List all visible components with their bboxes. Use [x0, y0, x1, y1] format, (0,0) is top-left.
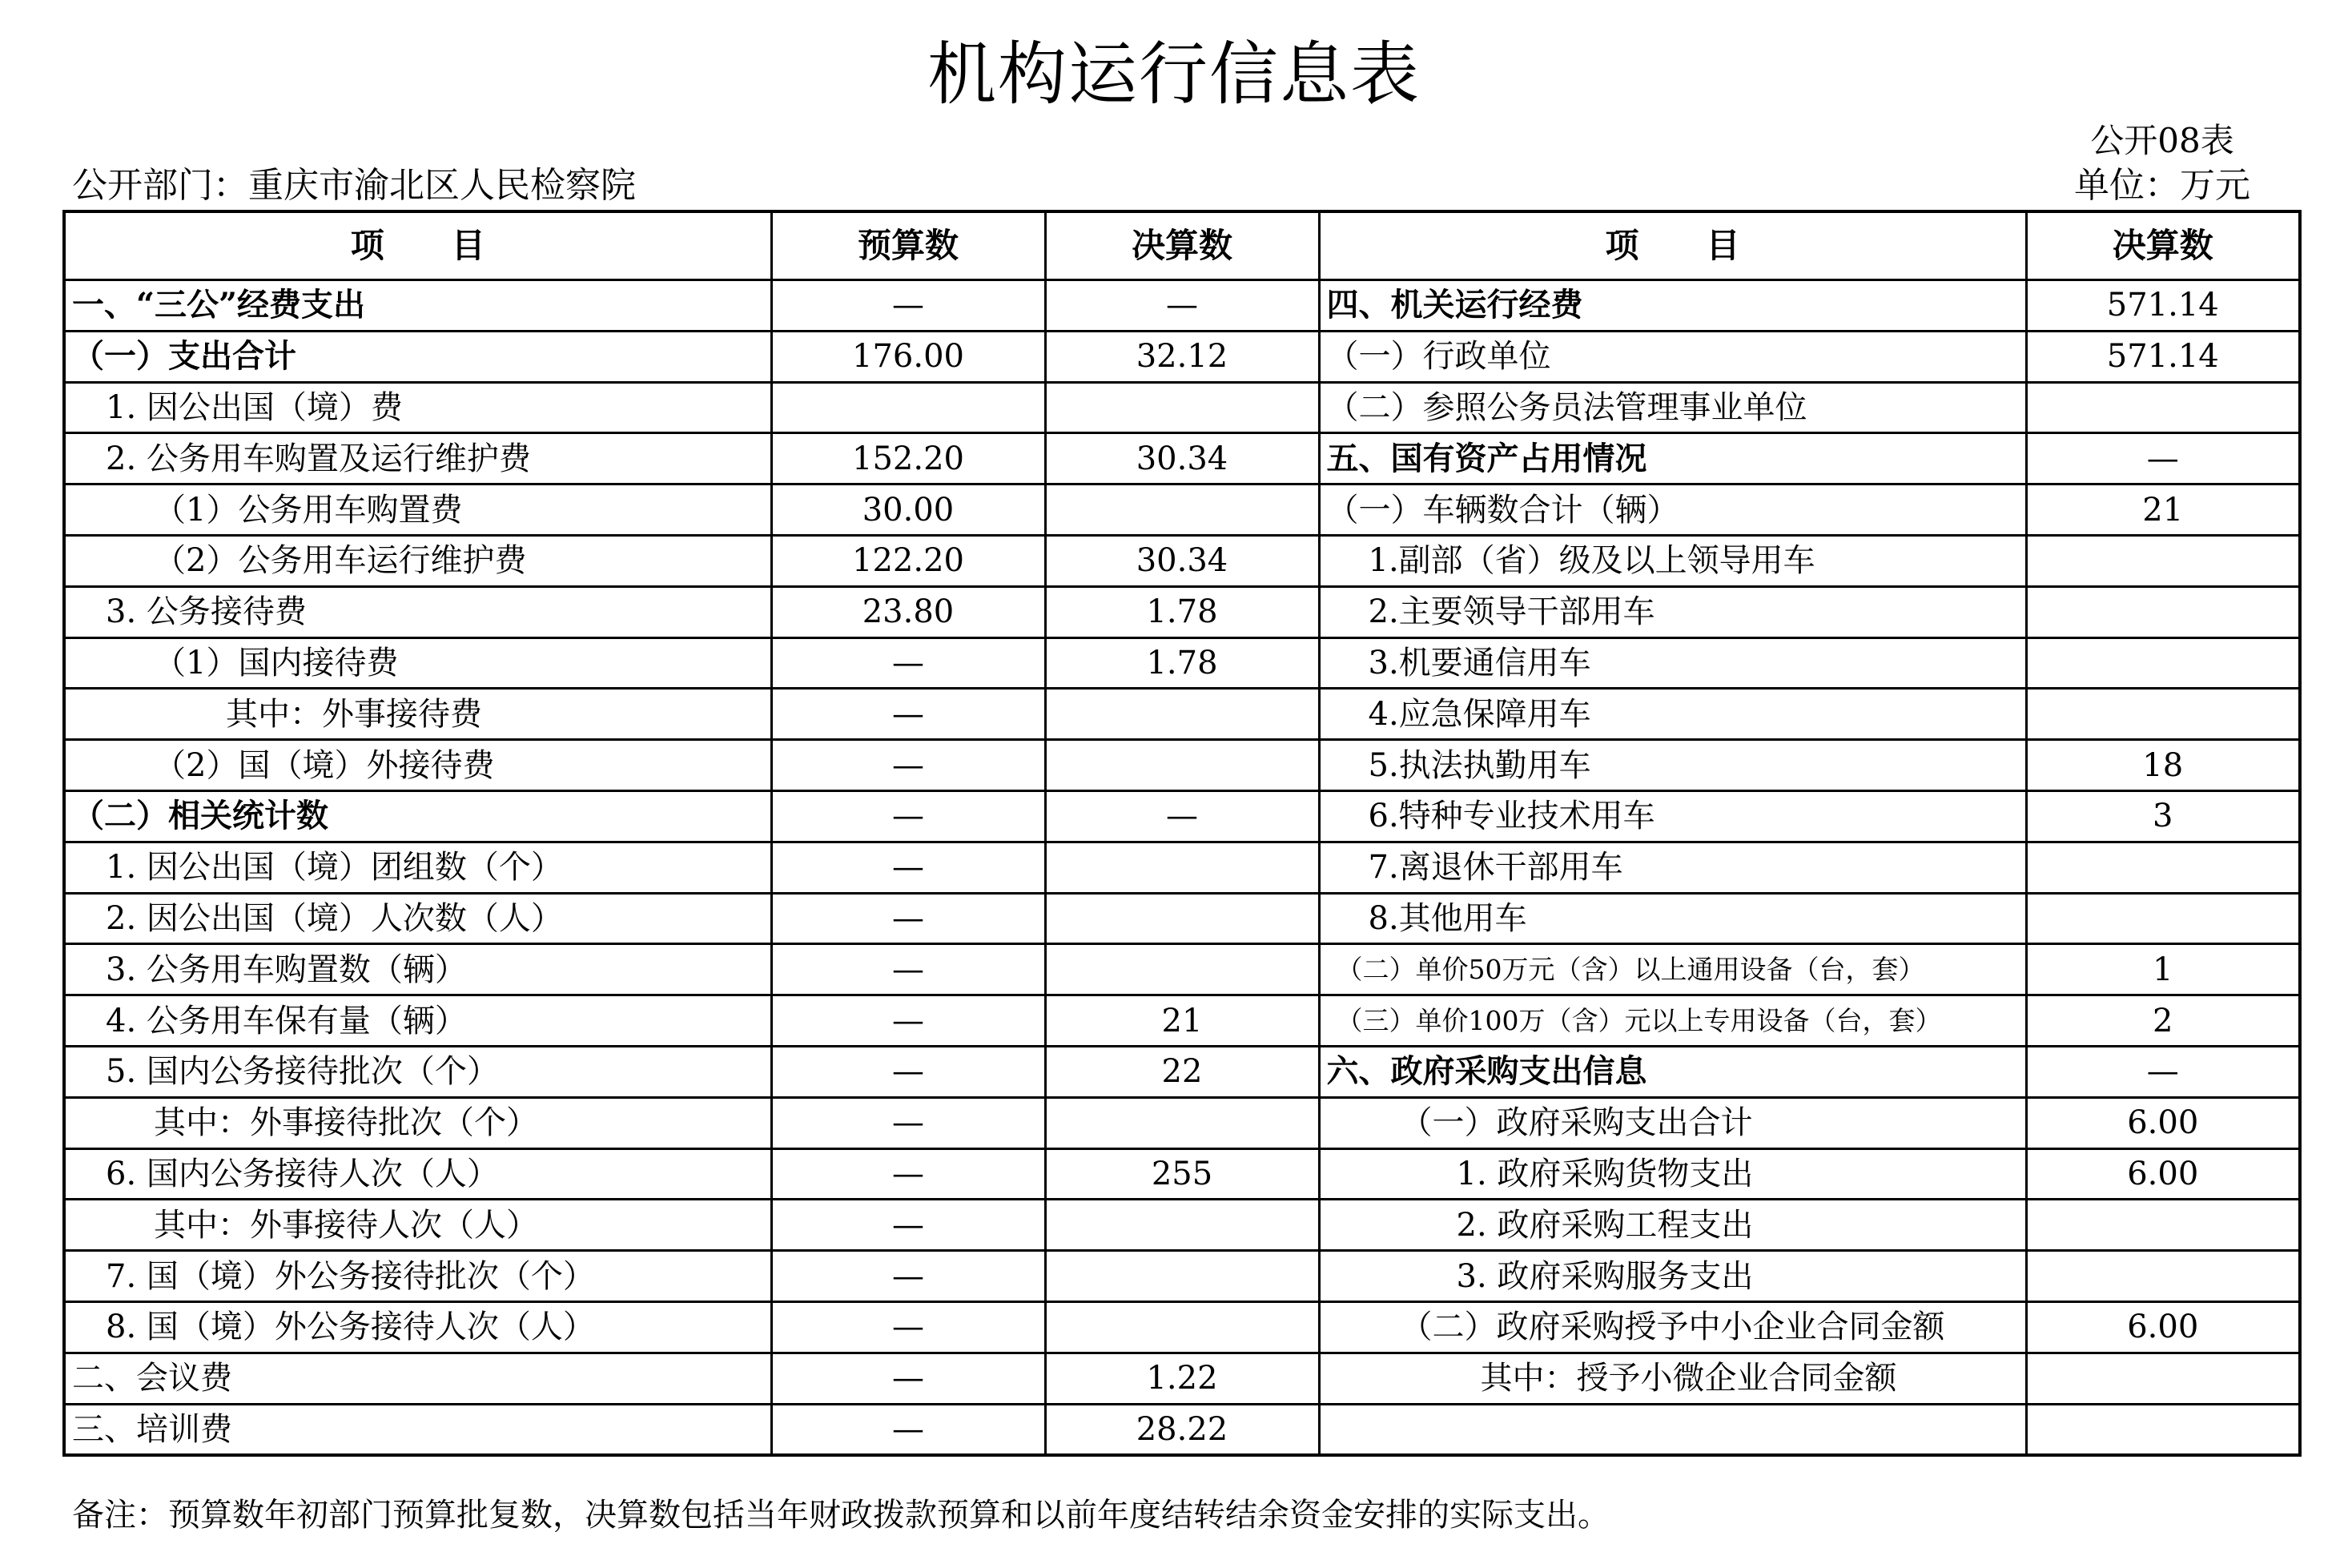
right-item: 四、机关运行经费: [1319, 280, 2026, 332]
budget-value: —: [771, 740, 1045, 791]
right-value: 6.00: [2026, 1148, 2300, 1200]
left-item: 其中：外事接待费: [64, 689, 771, 740]
right-value: 3: [2026, 790, 2300, 842]
right-value: [2026, 1404, 2300, 1455]
right-item: 8.其他用车: [1319, 893, 2026, 944]
header-final-left: 决算数: [1045, 211, 1319, 280]
table-row: [64, 740, 2300, 791]
right-value: —: [2026, 1046, 2300, 1097]
right-item: （一）行政单位: [1319, 331, 2026, 382]
table-row: [64, 944, 2300, 995]
right-item: （一）车辆数合计（辆）: [1319, 484, 2026, 536]
right-item: （一）政府采购支出合计: [1319, 1097, 2026, 1148]
left-item: 2. 因公出国（境）人次数（人）: [64, 893, 771, 944]
left-item: 二、会议费: [64, 1353, 771, 1404]
table-row: [64, 1046, 2300, 1097]
table-row: [64, 331, 2300, 382]
budget-value: 122.20: [771, 535, 1045, 586]
right-value: 21: [2026, 484, 2300, 536]
table-row: [64, 893, 2300, 944]
budget-value: —: [771, 790, 1045, 842]
budget-value: 23.80: [771, 586, 1045, 637]
left-item: 三、培训费: [64, 1404, 771, 1455]
right-value: [2026, 1200, 2300, 1251]
final-value: —: [1045, 280, 1319, 332]
right-value: 6.00: [2026, 1301, 2300, 1353]
right-item: （二）政府采购授予中小企业合同金额: [1319, 1301, 2026, 1353]
table-row: [64, 280, 2300, 332]
header-item-right: 项 目: [1319, 211, 2026, 280]
left-item: 6. 国内公务接待人次（人）: [64, 1148, 771, 1200]
right-item: 7.离退休干部用车: [1319, 842, 2026, 893]
final-value: [1045, 484, 1319, 536]
right-value: [2026, 893, 2300, 944]
budget-value: —: [771, 1404, 1045, 1455]
info-table: [62, 210, 2302, 1457]
table-row: [64, 1404, 2300, 1455]
final-value: 1.22: [1045, 1353, 1319, 1404]
final-value: 28.22: [1045, 1404, 1319, 1455]
left-item: （一）支出合计: [64, 331, 771, 382]
table-row: [64, 790, 2300, 842]
final-value: 1.78: [1045, 637, 1319, 689]
table-row: [64, 637, 2300, 689]
table-row: [64, 995, 2300, 1047]
left-item: 3. 公务用车购置数（辆）: [64, 944, 771, 995]
right-value: 1: [2026, 944, 2300, 995]
final-value: [1045, 944, 1319, 995]
final-value: —: [1045, 790, 1319, 842]
right-value: 2: [2026, 995, 2300, 1047]
budget-value: —: [771, 1251, 1045, 1302]
right-value: [2026, 689, 2300, 740]
final-value: [1045, 893, 1319, 944]
budget-value: —: [771, 1353, 1045, 1404]
budget-value: —: [771, 995, 1045, 1047]
budget-value: —: [771, 1148, 1045, 1200]
budget-value: —: [771, 944, 1045, 995]
right-item: 2.主要领导干部用车: [1319, 586, 2026, 637]
right-item: 4.应急保障用车: [1319, 689, 2026, 740]
header-final-right: 决算数: [2026, 211, 2300, 280]
left-item: 其中：外事接待人次（人）: [64, 1200, 771, 1251]
unit-label: 单位：万元: [2074, 165, 2250, 206]
left-item: 其中：外事接待批次（个）: [64, 1097, 771, 1148]
left-item: （2）国（境）外接待费: [64, 740, 771, 791]
right-item: 3. 政府采购服务支出: [1319, 1251, 2026, 1302]
right-item: （二）参照公务员法管理事业单位: [1319, 382, 2026, 433]
right-value: [2026, 637, 2300, 689]
table-row: [64, 433, 2300, 484]
right-item: 3.机要通信用车: [1319, 637, 2026, 689]
budget-value: 30.00: [771, 484, 1045, 536]
final-value: 22: [1045, 1046, 1319, 1097]
table-row: [64, 1200, 2300, 1251]
page-title: 机构运行信息表: [927, 34, 1421, 115]
final-value: [1045, 842, 1319, 893]
right-value: [2026, 842, 2300, 893]
final-value: [1045, 740, 1319, 791]
left-item: 2. 公务用车购置及运行维护费: [64, 433, 771, 484]
table-row: [64, 842, 2300, 893]
right-item: [1319, 1404, 2026, 1455]
right-value: 571.14: [2026, 331, 2300, 382]
right-item: 5.执法执勤用车: [1319, 740, 2026, 791]
final-value: 30.34: [1045, 433, 1319, 484]
right-value: [2026, 586, 2300, 637]
final-value: 1.78: [1045, 586, 1319, 637]
table-row: [64, 689, 2300, 740]
right-item: 1. 政府采购货物支出: [1319, 1148, 2026, 1200]
budget-value: —: [771, 1046, 1045, 1097]
table-row: [64, 586, 2300, 637]
right-item: 1.副部（省）级及以上领导用车: [1319, 535, 2026, 586]
budget-value: [771, 382, 1045, 433]
right-value: [2026, 382, 2300, 433]
right-value: [2026, 1251, 2300, 1302]
right-item: 其中：授予小微企业合同金额: [1319, 1353, 2026, 1404]
final-value: 32.12: [1045, 331, 1319, 382]
budget-value: —: [771, 280, 1045, 332]
budget-value: —: [771, 842, 1045, 893]
right-item: （三）单价100万（含）元以上专用设备（台，套）: [1319, 995, 2026, 1047]
budget-value: —: [771, 637, 1045, 689]
final-value: [1045, 1200, 1319, 1251]
budget-value: —: [771, 893, 1045, 944]
right-value: 18: [2026, 740, 2300, 791]
header-item-left: 项 目: [64, 211, 771, 280]
table-row: [64, 1353, 2300, 1404]
right-item: 6.特种专业技术用车: [1319, 790, 2026, 842]
left-item: 1. 因公出国（境）费: [64, 382, 771, 433]
table-row: [64, 484, 2300, 536]
header-row: [64, 211, 2300, 280]
budget-value: 152.20: [771, 433, 1045, 484]
budget-value: —: [771, 689, 1045, 740]
right-value: [2026, 1353, 2300, 1404]
budget-value: —: [771, 1301, 1045, 1353]
budget-value: 176.00: [771, 331, 1045, 382]
right-item: （二）单价50万元（含）以上通用设备（台，套）: [1319, 944, 2026, 995]
right-value: 6.00: [2026, 1097, 2300, 1148]
table-row: [64, 535, 2300, 586]
left-item: 4. 公务用车保有量（辆）: [64, 995, 771, 1047]
final-value: 30.34: [1045, 535, 1319, 586]
table-row: [64, 1097, 2300, 1148]
budget-value: —: [771, 1200, 1045, 1251]
header-budget: 预算数: [771, 211, 1045, 280]
final-value: [1045, 1301, 1319, 1353]
left-item: 8. 国（境）外公务接待人次（人）: [64, 1301, 771, 1353]
table-row: [64, 1301, 2300, 1353]
table-row: [64, 1251, 2300, 1302]
left-item: （1）国内接待费: [64, 637, 771, 689]
final-value: [1045, 1097, 1319, 1148]
final-value: 21: [1045, 995, 1319, 1047]
form-number: 公开08表: [2090, 121, 2234, 160]
left-item: （1）公务用车购置费: [64, 484, 771, 536]
final-value: [1045, 689, 1319, 740]
department-label: 公开部门：重庆市渝北区人民检察院: [72, 165, 636, 206]
footnote: 备注：预算数年初部门预算批复数，决算数包括当年财政拨款预算和以前年度结转结余资金安排的实际支出。: [72, 1497, 1610, 1534]
left-item: 5. 国内公务接待批次（个）: [64, 1046, 771, 1097]
final-value: [1045, 1251, 1319, 1302]
left-item: 1. 因公出国（境）团组数（个）: [64, 842, 771, 893]
right-value: [2026, 535, 2300, 586]
left-item: 一、“三公”经费支出: [64, 280, 771, 332]
right-value: 571.14: [2026, 280, 2300, 332]
right-item: 六、政府采购支出信息: [1319, 1046, 2026, 1097]
left-item: 3. 公务接待费: [64, 586, 771, 637]
table-row: [64, 382, 2300, 433]
table-row: [64, 1148, 2300, 1200]
budget-value: —: [771, 1097, 1045, 1148]
left-item: （二）相关统计数: [64, 790, 771, 842]
final-value: [1045, 382, 1319, 433]
left-item: （2）公务用车运行维护费: [64, 535, 771, 586]
right-item: 五、国有资产占用情况: [1319, 433, 2026, 484]
left-item: 7. 国（境）外公务接待批次（个）: [64, 1251, 771, 1302]
right-item: 2. 政府采购工程支出: [1319, 1200, 2026, 1251]
final-value: 255: [1045, 1148, 1319, 1200]
right-value: —: [2026, 433, 2300, 484]
